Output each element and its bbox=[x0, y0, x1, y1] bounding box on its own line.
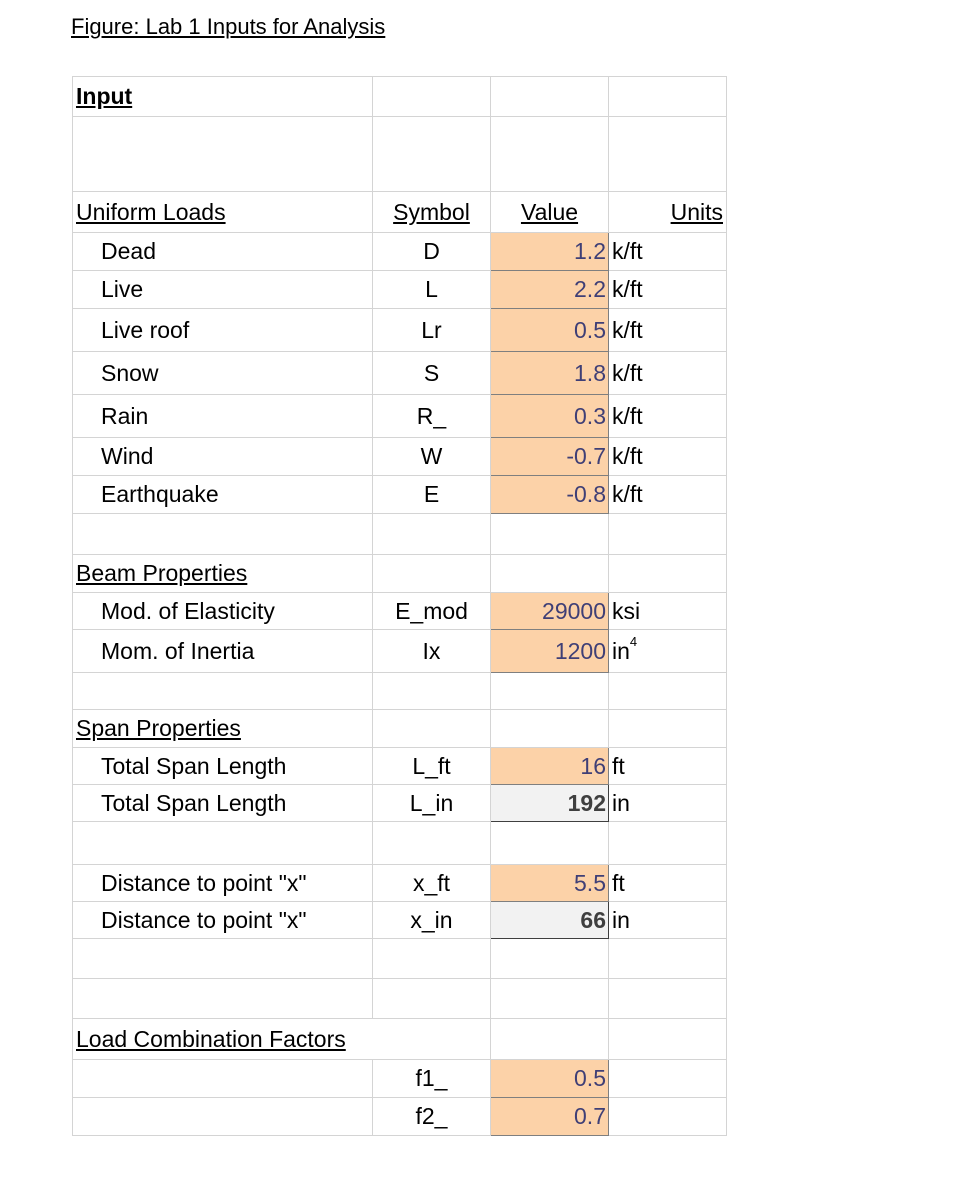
load-row-wind bbox=[73, 438, 727, 476]
load-name: Live bbox=[73, 271, 373, 309]
load-name: Snow bbox=[73, 352, 373, 395]
load-value-input[interactable]: 0.5 bbox=[491, 309, 609, 352]
empty-cell[interactable] bbox=[491, 514, 609, 555]
factor-symbol: f2_ bbox=[373, 1098, 491, 1136]
property-name: Total Span Length bbox=[73, 748, 373, 785]
property-symbol: L_in bbox=[373, 785, 491, 822]
load-name: Wind bbox=[73, 438, 373, 476]
factor-value-input[interactable]: 0.7 bbox=[491, 1098, 609, 1136]
factor-row-f1 bbox=[73, 1060, 727, 1098]
load-symbol: E bbox=[373, 476, 491, 514]
computed-value[interactable]: 192 bbox=[491, 785, 609, 822]
load-row-live bbox=[73, 271, 727, 309]
load-symbol: R_ bbox=[373, 395, 491, 438]
empty-cell[interactable] bbox=[491, 673, 609, 710]
empty-cell[interactable] bbox=[373, 77, 491, 117]
load-symbol: L bbox=[373, 271, 491, 309]
property-value-input[interactable]: 5.5 bbox=[491, 865, 609, 902]
load-symbol: W bbox=[373, 438, 491, 476]
empty-cell[interactable] bbox=[609, 1019, 727, 1060]
empty-cell[interactable] bbox=[73, 939, 373, 979]
input-sheet bbox=[72, 76, 727, 1136]
beam-properties-label: Beam Properties bbox=[73, 555, 373, 593]
load-row-live-roof bbox=[73, 309, 727, 352]
span-row-x-in bbox=[73, 902, 727, 939]
span-properties-label: Span Properties bbox=[73, 710, 373, 748]
empty-cell[interactable] bbox=[73, 514, 373, 555]
empty-cell[interactable] bbox=[373, 710, 491, 748]
empty-cell[interactable] bbox=[73, 979, 373, 1019]
load-row-snow bbox=[73, 352, 727, 395]
property-name: Distance to point "x" bbox=[73, 902, 373, 939]
load-unit: k/ft bbox=[609, 476, 727, 514]
empty-cell[interactable] bbox=[491, 710, 609, 748]
beam-row-inertia bbox=[73, 630, 727, 673]
empty-cell[interactable] bbox=[73, 673, 373, 710]
load-unit: k/ft bbox=[609, 395, 727, 438]
load-symbol: D bbox=[373, 233, 491, 271]
unit-exponent: 4 bbox=[629, 633, 638, 649]
empty-cell[interactable] bbox=[73, 1060, 373, 1098]
empty-cell[interactable] bbox=[491, 555, 609, 593]
empty-cell[interactable] bbox=[609, 1098, 727, 1136]
empty-cell[interactable] bbox=[373, 555, 491, 593]
property-name: Distance to point "x" bbox=[73, 865, 373, 902]
empty-cell[interactable] bbox=[373, 117, 491, 192]
factor-value-input[interactable]: 0.5 bbox=[491, 1060, 609, 1098]
sheet-row bbox=[73, 117, 727, 192]
empty-cell[interactable] bbox=[73, 1098, 373, 1136]
load-value-input[interactable]: -0.7 bbox=[491, 438, 609, 476]
factor-row-f2 bbox=[73, 1098, 727, 1136]
empty-cell[interactable] bbox=[491, 1019, 609, 1060]
empty-cell[interactable] bbox=[373, 514, 491, 555]
property-unit: ksi bbox=[609, 593, 727, 630]
load-row-dead bbox=[73, 233, 727, 271]
load-unit: k/ft bbox=[609, 352, 727, 395]
empty-cell[interactable] bbox=[609, 673, 727, 710]
sheet-row bbox=[73, 822, 727, 865]
sheet-row bbox=[73, 939, 727, 979]
load-combination-label: Load Combination Factors bbox=[73, 1019, 373, 1060]
empty-cell[interactable] bbox=[73, 117, 373, 192]
empty-cell[interactable] bbox=[373, 673, 491, 710]
load-name: Live roof bbox=[73, 309, 373, 352]
sheet-row bbox=[73, 514, 727, 555]
empty-cell[interactable] bbox=[609, 555, 727, 593]
load-name: Rain bbox=[73, 395, 373, 438]
property-symbol: E_mod bbox=[373, 593, 491, 630]
load-unit: k/ft bbox=[609, 438, 727, 476]
empty-cell[interactable] bbox=[609, 979, 727, 1019]
empty-cell[interactable] bbox=[491, 77, 609, 117]
load-value-input[interactable]: 1.2 bbox=[491, 233, 609, 271]
sheet-row bbox=[73, 979, 727, 1019]
empty-cell[interactable] bbox=[609, 710, 727, 748]
beam-row-elasticity bbox=[73, 593, 727, 630]
empty-cell[interactable] bbox=[373, 1019, 491, 1060]
property-name: Mom. of Inertia bbox=[73, 630, 373, 673]
load-value-input[interactable]: 2.2 bbox=[491, 271, 609, 309]
empty-cell[interactable] bbox=[491, 979, 609, 1019]
uniform-loads-label: Uniform Loads bbox=[73, 192, 373, 233]
property-symbol: L_ft bbox=[373, 748, 491, 785]
empty-cell[interactable] bbox=[609, 1060, 727, 1098]
load-row-earthquake bbox=[73, 476, 727, 514]
property-value-input[interactable]: 29000 bbox=[491, 593, 609, 630]
load-unit: k/ft bbox=[609, 309, 727, 352]
empty-cell[interactable] bbox=[373, 822, 491, 865]
load-value-input[interactable]: -0.8 bbox=[491, 476, 609, 514]
property-name: Mod. of Elasticity bbox=[73, 593, 373, 630]
property-value-input[interactable]: 1200 bbox=[491, 630, 609, 673]
empty-cell[interactable] bbox=[373, 939, 491, 979]
empty-cell[interactable] bbox=[609, 514, 727, 555]
load-symbol: Lr bbox=[373, 309, 491, 352]
empty-cell[interactable] bbox=[609, 77, 727, 117]
figure-caption: Figure: Lab 1 Inputs for Analysis bbox=[71, 14, 386, 39]
empty-cell[interactable] bbox=[373, 979, 491, 1019]
span-row-length-in bbox=[73, 785, 727, 822]
empty-cell[interactable] bbox=[491, 822, 609, 865]
property-symbol: Ix bbox=[373, 630, 491, 673]
property-name: Total Span Length bbox=[73, 785, 373, 822]
unit-base: in bbox=[612, 637, 630, 664]
property-unit: in bbox=[609, 902, 727, 939]
value-column-header: Value bbox=[491, 192, 609, 233]
load-row-rain bbox=[73, 395, 727, 438]
load-name: Earthquake bbox=[73, 476, 373, 514]
section-header-row bbox=[73, 1019, 727, 1060]
load-unit: k/ft bbox=[609, 271, 727, 309]
empty-cell[interactable] bbox=[73, 822, 373, 865]
empty-cell[interactable] bbox=[491, 117, 609, 192]
span-row-length-ft bbox=[73, 748, 727, 785]
load-name: Dead bbox=[73, 233, 373, 271]
empty-cell[interactable] bbox=[491, 939, 609, 979]
span-row-x-ft bbox=[73, 865, 727, 902]
units-column-header: Units bbox=[609, 192, 727, 233]
property-symbol: x_ft bbox=[373, 865, 491, 902]
load-value-input[interactable]: 0.3 bbox=[491, 395, 609, 438]
factor-symbol: f1_ bbox=[373, 1060, 491, 1098]
property-unit: ft bbox=[609, 865, 727, 902]
sheet-row bbox=[73, 77, 727, 117]
load-symbol: S bbox=[373, 352, 491, 395]
section-header-row bbox=[73, 555, 727, 593]
load-value-input[interactable]: 1.8 bbox=[491, 352, 609, 395]
empty-cell[interactable] bbox=[609, 822, 727, 865]
empty-cell[interactable] bbox=[609, 117, 727, 192]
property-value-input[interactable]: 16 bbox=[491, 748, 609, 785]
property-symbol: x_in bbox=[373, 902, 491, 939]
section-header-row bbox=[73, 710, 727, 748]
property-unit: ft bbox=[609, 748, 727, 785]
symbol-column-header: Symbol bbox=[373, 192, 491, 233]
sheet-row bbox=[73, 673, 727, 710]
property-unit: in bbox=[609, 785, 727, 822]
empty-cell[interactable] bbox=[609, 939, 727, 979]
sheet-title: Input bbox=[73, 77, 373, 117]
section-header-row bbox=[73, 192, 727, 233]
load-unit: k/ft bbox=[609, 233, 727, 271]
computed-value[interactable]: 66 bbox=[491, 902, 609, 939]
property-unit bbox=[609, 630, 727, 673]
